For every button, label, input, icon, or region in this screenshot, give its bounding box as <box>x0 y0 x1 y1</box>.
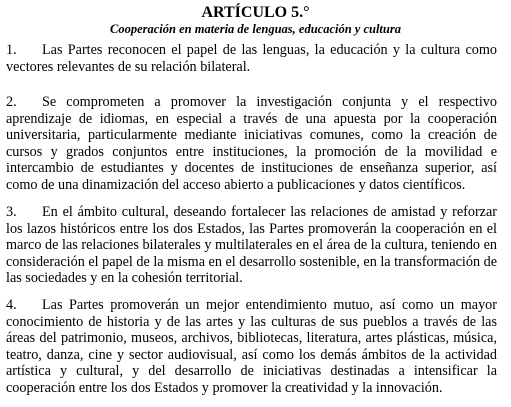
paragraph-text: Las Partes reconocen el papel de las lenguas, la educación y la cultura como vectores relevantes de su relación bilateral. <box>6 42 497 75</box>
paragraph-number: 4. <box>6 297 17 313</box>
paragraph-number: 2. <box>6 94 17 110</box>
paragraph-number: 1. <box>6 42 17 58</box>
article-subtitle: Cooperación en materia de lenguas, educación y cultura <box>110 22 401 36</box>
article-paragraph-1 <box>6 42 497 75</box>
article-paragraph-4 <box>6 297 497 396</box>
paragraph-text: En el ámbito cultural, deseando fortalecer las relaciones de amistad y reforzar los lazos históricos entre los dos Estados, las Partes promoverán la cooperación en el marco de las relaciones bilaterales y multilaterales en el área de la cultura, teniendo en consideración el papel de la misma en el desarrollo sostenible, en la transformación de las sociedades y en la cohesión territorial. <box>6 204 497 286</box>
article-paragraph-3 <box>6 204 497 287</box>
paragraph-text: Se comprometen a promover la investigación conjunta y el respectivo aprendizaje de idiomas, en especial a través de una apuesta por la cooperación universitaria, particularmente mediante iniciativas comunes, como la creación de cursos y grados conjuntos entre instituciones, la promoción de la movilidad e intercambio de estudiantes y docentes de instituciones de enseñanza superior, así como de una dinamización del acceso abierto a publicaciones y datos científicos. <box>6 94 497 193</box>
paragraph-number: 3. <box>6 204 17 220</box>
paragraph-text: Las Partes promoverán un mejor entendimiento mutuo, así como un mayor conocimiento de historia y de las artes y las culturas de sus pueblos a través de las áreas del patrimonio, museos, archivos, bibliotecas, literatura, artes plásticas, música, teatro, danza, cine y sector audiovisual, así como los demás ámbitos de la actividad artística y cultural, y del desarrollo de iniciativas destinadas a intensificar la cooperación entre los dos Estados y promover la creatividad y la innovación. <box>6 297 497 396</box>
article-title: ARTÍCULO 5.° <box>201 4 310 21</box>
article-paragraph-2 <box>6 94 497 193</box>
